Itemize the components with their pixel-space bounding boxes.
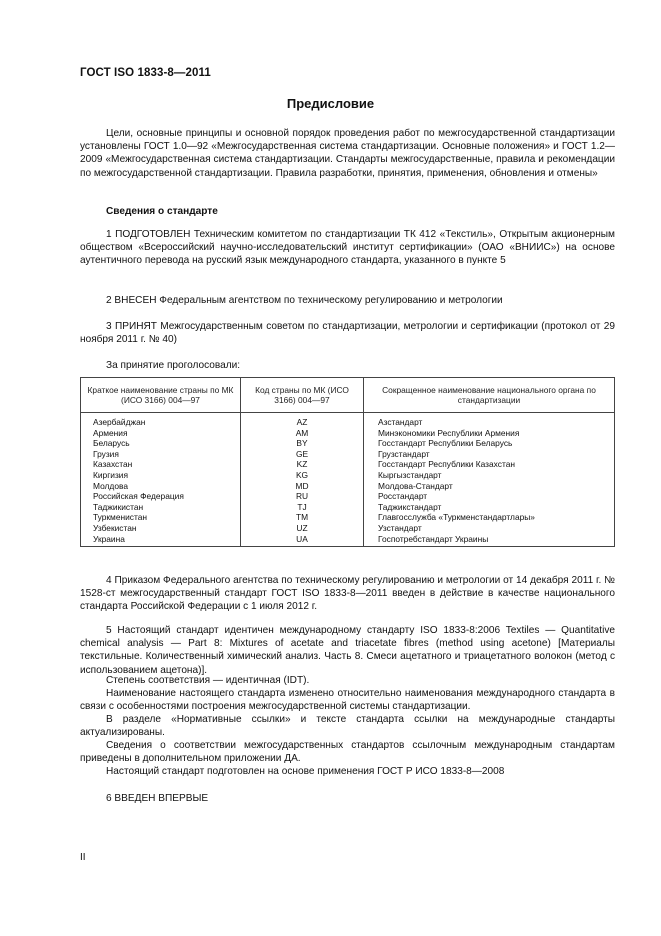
standards-body: Узстандарт — [364, 523, 615, 534]
table-row — [81, 459, 615, 470]
intro-paragraph — [80, 127, 615, 180]
item-4 — [80, 574, 615, 614]
intro-text: Цели, основные принципы и основной порядок проведения работ по межгосударственной стандартизации установлены ГОСТ 1.0—92 «Межгосударственная система стандартизации. Основные положения» и ГОСТ 1.2—2009 «Межгосударственная система стандартизации. Стандарты межгосударственные, правила и рекомендации по межгосударственной стандартизации. Правила разработки, принятия, применения, обновления и отмены» — [80, 128, 615, 179]
country-name: Грузия — [81, 449, 241, 460]
country-name: Беларусь — [81, 438, 241, 449]
item-5-degree-text: Степень соответствия — идентичная (IDT). — [106, 675, 310, 686]
item-5-refs-text: В разделе «Нормативные ссылки» и тексте стандарта ссылки на международные стандарты актуализированы. — [80, 714, 615, 739]
item-2 — [80, 294, 615, 307]
country-name: Казахстан — [81, 459, 241, 470]
standards-body: Госпотребстандарт Украины — [364, 534, 615, 547]
header-code: Код страны по МК (ИСО 3166) 004—97 — [241, 378, 364, 413]
standards-body: Минэкономики Республики Армения — [364, 428, 615, 439]
document-code: ГОСТ ISO 1833-8—2011 — [80, 67, 211, 79]
country-code: BY — [241, 438, 364, 449]
item-3-text: 3 ПРИНЯТ Межгосударственным советом по стандартизации, метрологии и сертификации (протокол от 29 ноября 2011 г. № 40) — [80, 321, 615, 346]
header-country: Краткое наименование страны по МК (ИСО 3166) 004—97 — [81, 378, 241, 413]
item-1-text: 1 ПОДГОТОВЛЕН Техническим комитетом по стандартизации ТК 412 «Текстиль», Открытым акционерным обществом «Всероссийский научно-исследовательский институт сертификации» (ОАО «ВНИИС») на основе аутентичного перевода на русский язык международного стандарта, указанного в пункте 5 — [80, 229, 615, 267]
standards-body: Кыргызстандарт — [364, 470, 615, 481]
country-code: TJ — [241, 502, 364, 513]
standards-body: Росстандарт — [364, 491, 615, 502]
country-name: Узбекистан — [81, 523, 241, 534]
standards-body: Главгосслужба «Туркменстандартлары» — [364, 512, 615, 523]
vote-intro — [80, 359, 615, 372]
table-row — [81, 470, 615, 481]
standards-body: Таджикстандарт — [364, 502, 615, 513]
table-row — [81, 481, 615, 492]
item-5-basis-note — [80, 765, 615, 778]
table-row — [81, 502, 615, 513]
item-2-text: 2 ВНЕСЕН Федеральным агентством по техническому регулированию и метрологии — [106, 295, 503, 306]
country-code: MD — [241, 481, 364, 492]
standards-body: Азстандарт — [364, 413, 615, 428]
item-1 — [80, 228, 615, 268]
country-name: Молдова — [81, 481, 241, 492]
country-code: AM — [241, 428, 364, 439]
standards-body: Молдова-Стандарт — [364, 481, 615, 492]
page-number: II — [80, 852, 86, 863]
item-5-basis-text: Настоящий стандарт подготовлен на основе применения ГОСТ Р ИСО 1833-8—2008 — [106, 766, 505, 777]
table-row — [81, 438, 615, 449]
section-heading: Сведения о стандарте — [106, 206, 218, 217]
item-5-info-text: Сведения о соответствии межгосударственных стандартов ссылочным международным стандартам приведены в дополнительном приложении ДА. — [80, 740, 615, 765]
voting-table — [80, 377, 615, 547]
standards-body: Госстандарт Республики Беларусь — [364, 438, 615, 449]
page-title: Предисловие — [286, 96, 375, 111]
table-row — [81, 428, 615, 439]
item-5-name-text: Наименование настоящего стандарта изменено относительно наименования международного стандарта в связи с особенностями построения межгосударственной системы стандартизации. — [80, 688, 615, 713]
standards-body: Грузстандарт — [364, 449, 615, 460]
country-code: TM — [241, 512, 364, 523]
table-row — [81, 491, 615, 502]
item-6-text: 6 ВВЕДЕН ВПЕРВЫЕ — [106, 793, 209, 804]
country-name: Киргизия — [81, 470, 241, 481]
country-name: Российская Федерация — [81, 491, 241, 502]
item-5-refs-note — [80, 713, 615, 739]
country-name: Украина — [81, 534, 241, 547]
table-row — [81, 413, 615, 428]
country-code: UA — [241, 534, 364, 547]
item-5-degree — [80, 674, 615, 687]
item-5-text: 5 Настоящий стандарт идентичен международному стандарту ISO 1833-8:2006 Textiles — Quantitative chemical analysis — Part 8: Mixtures of acetate and triacetate fibres (method using acetone) [Материалы текстильные. Количественный химический анализ. Часть 8. Смеси ацетатного и триацетатного волокон (метод с использованием ацетона)]. — [80, 625, 615, 676]
item-5-name-note — [80, 687, 615, 713]
item-6 — [80, 792, 615, 805]
country-code: UZ — [241, 523, 364, 534]
country-name: Армения — [81, 428, 241, 439]
table-row — [81, 523, 615, 534]
country-name: Туркменистан — [81, 512, 241, 523]
standards-body: Госстандарт Республики Казахстан — [364, 459, 615, 470]
item-3 — [80, 320, 615, 346]
item-5-info-note — [80, 739, 615, 765]
table-row — [81, 534, 615, 547]
country-code: AZ — [241, 413, 364, 428]
table-row — [81, 449, 615, 460]
country-code: GE — [241, 449, 364, 460]
table-header-row — [81, 378, 615, 413]
item-5 — [80, 624, 615, 677]
table-row — [81, 512, 615, 523]
header-body: Сокращенное наименование национального органа по стандартизации — [364, 378, 615, 413]
country-code: KZ — [241, 459, 364, 470]
item-4-text: 4 Приказом Федерального агентства по техническому регулированию и метрологии от 14 декабря 2011 г. № 1528-ст межгосударственный стандарт ГОСТ ISO 1833-8—2011 введен в действие в качестве национального стандарта Российской Федерации с 1 июля 2012 г. — [80, 575, 615, 613]
country-name: Азербайджан — [81, 413, 241, 428]
country-code: KG — [241, 470, 364, 481]
country-code: RU — [241, 491, 364, 502]
vote-intro-text: За принятие проголосовали: — [106, 360, 241, 371]
country-name: Таджикистан — [81, 502, 241, 513]
